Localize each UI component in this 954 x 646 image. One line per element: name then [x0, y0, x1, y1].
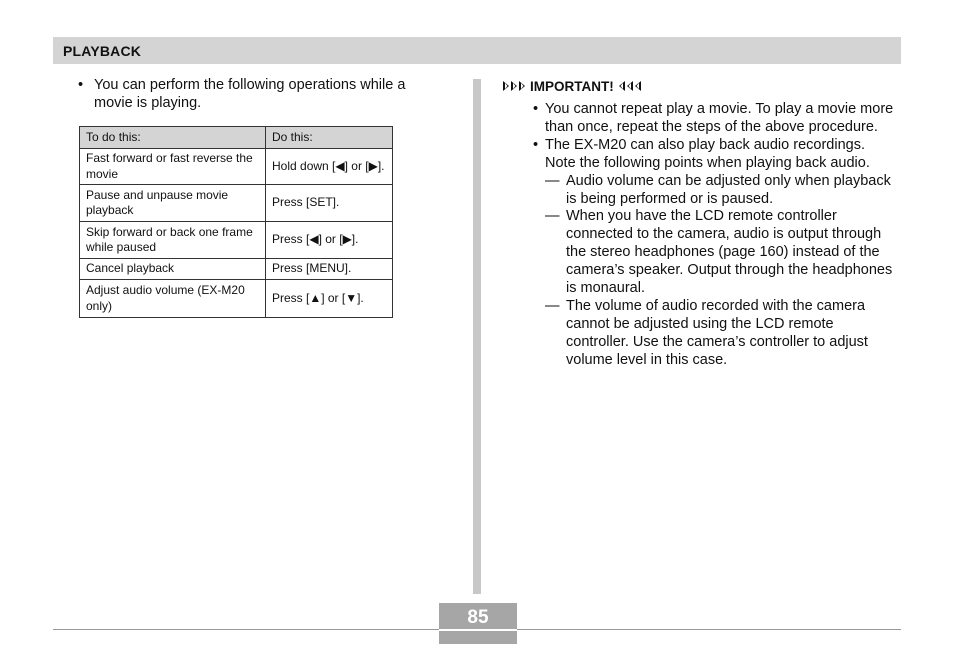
note-text: The EX-M20 can also play back audio recordings. Note the following points when playing back audio. [545, 136, 870, 171]
table-row [80, 222, 393, 259]
column-header-operation: Do this: [266, 127, 393, 149]
table-cell-action: Cancel playback [80, 259, 266, 280]
table-cell-action: Pause and unpause movie playback [80, 185, 266, 222]
sub-list-item [545, 173, 898, 209]
table-cell-operation: Hold down [◀] or [▶]. [266, 149, 393, 185]
list-item [533, 101, 898, 137]
intro-bullet [78, 77, 428, 112]
important-notes [533, 101, 898, 370]
table-row [80, 280, 393, 318]
dash-marker: — [545, 172, 560, 189]
dash-marker: — [545, 208, 560, 225]
page-number-stripe [439, 629, 517, 631]
note-text: You cannot repeat play a movie. To play a movie more than once, repeat the steps of the above procedure. [545, 101, 894, 135]
arrows-left-icon [619, 80, 641, 92]
page-number-box [439, 603, 517, 644]
bullet-marker: • [533, 101, 539, 117]
table-cell-operation: Press [MENU]. [266, 259, 393, 280]
column-header-action: To do this: [80, 127, 266, 149]
table-cell-action: Adjust audio volume (EX-M20 only) [80, 280, 266, 318]
list-item [533, 137, 898, 173]
table-row [80, 259, 393, 280]
bullet-marker: • [78, 77, 84, 93]
bullet-marker: • [533, 136, 539, 153]
sub-note-text: The volume of audio recorded with the camera cannot be adjusted using the LCD remote controller. Use the camera’s controller to adjust volume level in this case. [566, 297, 868, 368]
table-row [80, 149, 393, 185]
dash-marker: — [545, 297, 560, 314]
important-heading [503, 77, 898, 95]
sub-note-text: When you have the LCD remote controller connected to the camera, audio is output through the stereo headphones (page 160) instead of the camera’s speaker. Output through the headphones is monaural. [566, 208, 893, 297]
column-divider [473, 79, 481, 594]
section-header-bar [53, 37, 901, 64]
table-cell-action: Skip forward or back one frame while paused [80, 222, 266, 259]
left-column [78, 77, 428, 112]
page-number: 85 [467, 607, 489, 628]
right-column [503, 77, 898, 370]
arrows-right-icon [503, 80, 525, 92]
operations-table [79, 126, 393, 318]
table-cell-action: Fast forward or fast reverse the movie [80, 149, 266, 185]
sub-list-item [545, 298, 898, 370]
table-cell-operation: Press [▲] or [▼]. [266, 280, 393, 318]
important-label: IMPORTANT! [530, 78, 614, 94]
table-row [80, 185, 393, 222]
sub-note-text: Audio volume can be adjusted only when playback is being performed or is paused. [566, 172, 891, 207]
table-cell-operation: Press [◀] or [▶]. [266, 222, 393, 259]
table-cell-operation: Press [SET]. [266, 185, 393, 222]
section-title: PLAYBACK [63, 43, 142, 59]
table-header-row [80, 127, 393, 149]
sub-list-item [545, 208, 898, 298]
intro-bullet-text: You can perform the following operations while a movie is playing. [94, 77, 406, 111]
